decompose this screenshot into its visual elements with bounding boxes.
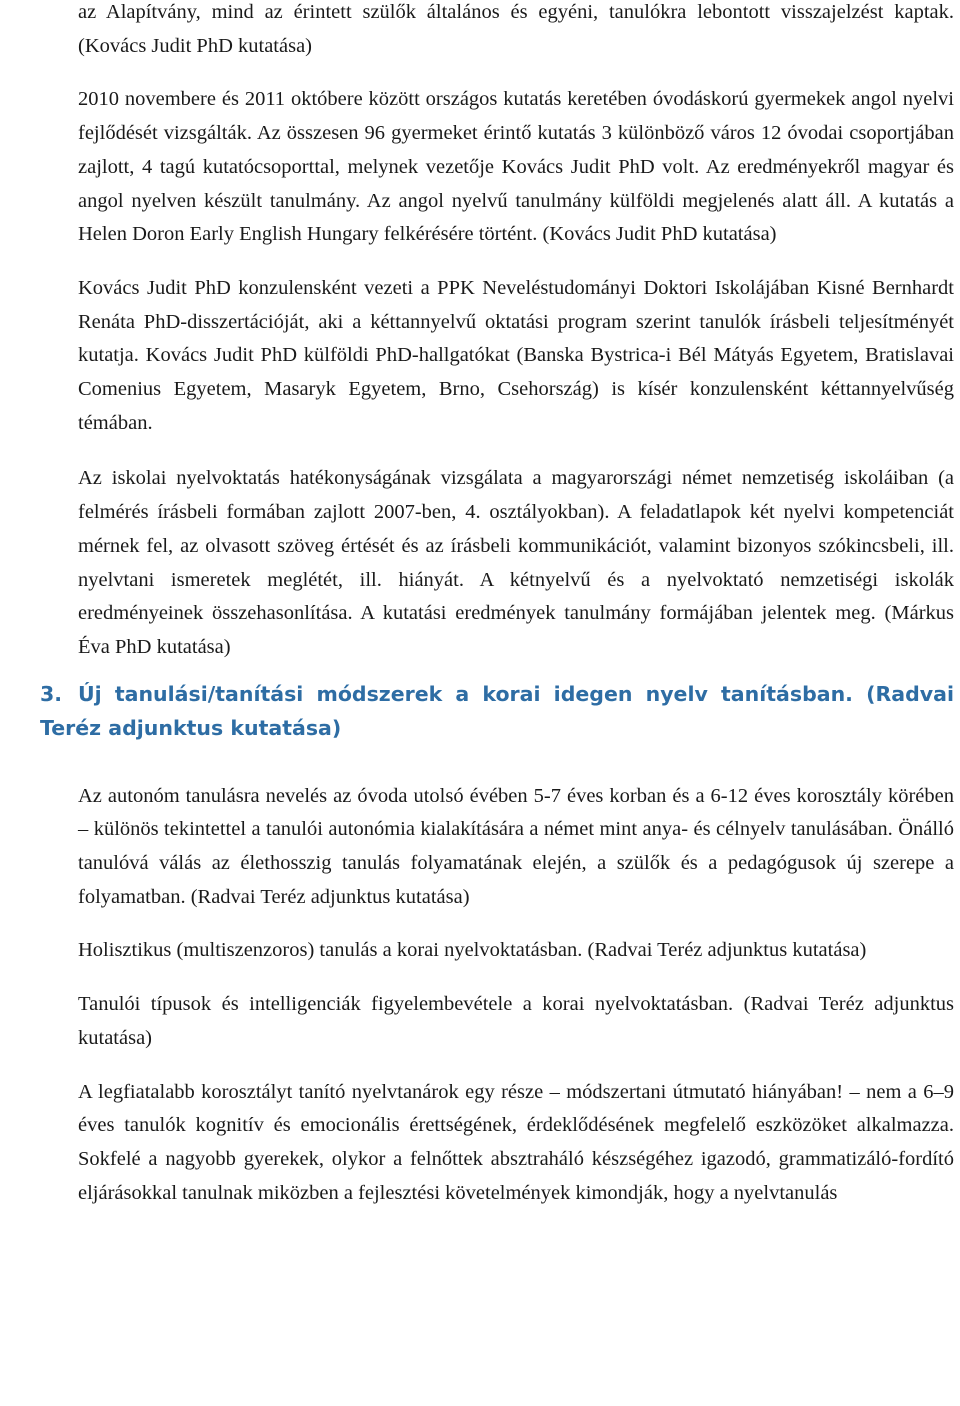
paragraph-holistic-learning: Holisztikus (multiszenzoros) tanulás a korai nyelvoktatásban. (Radvai Teréz adjunktus kutatása) xyxy=(78,939,867,962)
section-number: 3. xyxy=(40,681,63,706)
paragraph-alapitvany-feedback: az Alapítvány, mind az érintett szülők általános és egyéni, tanulókra lebontott visszajelzést kaptak. (Kovács Judit PhD kutatása) xyxy=(78,1,954,57)
section-heading xyxy=(40,677,954,745)
paragraph-helen-doron-research: 2010 novembere és 2011 októbere között országos kutatás keretében óvodáskorú gyermekek angol nyelvi fejlődését vizsgálták. Az összesen 96 gyermeket érintő kutatás 3 különböző város 12 óvodai csoportjában zajlott, 4 tagú kutatócsoporttal, melynek vezetője Kovács Judit PhD volt. Az eredményekről magyar és angol nyelven készült tanulmány. Az angol nyelvű tanulmány külföldi megjelenés alatt áll. A kutatás a Helen Doron Early English Hungary felkérésére történt. (Kovács Judit PhD kutatása) xyxy=(78,88,954,246)
paragraph-doctoral-supervision: Kovács Judit PhD konzulensként vezeti a PPK Neveléstudományi Doktori Iskolájában Kisné Bernhardt Renáta PhD-disszertációját, aki a kéttannyelvű oktatási program szerint tanulók írásbeli teljesítményét kutatja. Kovács Judit PhD külföldi PhD-hallgatókat (Banska Bystrica-i Bél Mátyás Egyetem, Bratislavai Comenius Egyetem, Masaryk Egyetem, Brno, Csehország) is kísér konzulensként kéttannyelvűség témában. xyxy=(78,276,954,434)
paragraph-autonomous-learning: Az autonóm tanulásra nevelés az óvoda utolsó évében 5-7 éves korban és a 6-12 éves korosztály körében – különös tekintettel a tanulói autonómia kialakítására a német mint anya- és célnyelv tanulásában. Önálló tanulóvá válás az élethosszig tanulás folyamatának elején, a szülők és a pedagógusok új szerepe a folyamatban. (Radvai Teréz adjunktus kutatása) xyxy=(78,784,954,908)
paragraph-learner-types: Tanulói típusok és intelligenciák figyelembevétele a korai nyelvoktatásban. (Radvai Teréz adjunktus kutatása) xyxy=(78,993,954,1049)
paragraph-german-minority-schools: Az iskolai nyelvoktatás hatékonyságának vizsgálata a magyarországi német nemzetiség iskoláiban (a felmérés írásbeli formában zajlott 2007-ben, 4. osztályokban). A feladatlapok két nyelvi kompetenciát mérnek fel, az olvasott szöveg értését és az írásbeli kommunikációt, valamint bizonyos szókincsbeli, ill. nyelvtani ismeretek meglétét, ill. hiányát. A kétnyelvű és a nyelvoktató nemzetiségi iskolák eredményeinek összehasonlítása. A kutatási eredmények tanulmány formájában jelentek meg. (Márkus Éva PhD kutatása) xyxy=(78,467,954,658)
section-title: Új tanulási/tanítási módszerek a korai idegen nyelv tanításban. (Radvai Teréz adjunktus kutatása) xyxy=(40,681,954,740)
paragraph-young-learners-methods: A legfiatalabb korosztályt tanító nyelvtanárok egy része – módszertani útmutató hiányában! – nem a 6–9 éves tanulók kognitív és emocionális érettségének, érdeklődésének megfelelő eszközöket alkalmazza. Sokfelé a nagyobb gyerekek, olykor a felnőttek absztraháló készségéhez igazodó, grammatizáló-fordító eljárásokkal tanulnak miközben a fejlesztési követelmények kimondják, hogy a nyelvtanulás xyxy=(78,1080,954,1204)
document-page xyxy=(40,0,954,1210)
